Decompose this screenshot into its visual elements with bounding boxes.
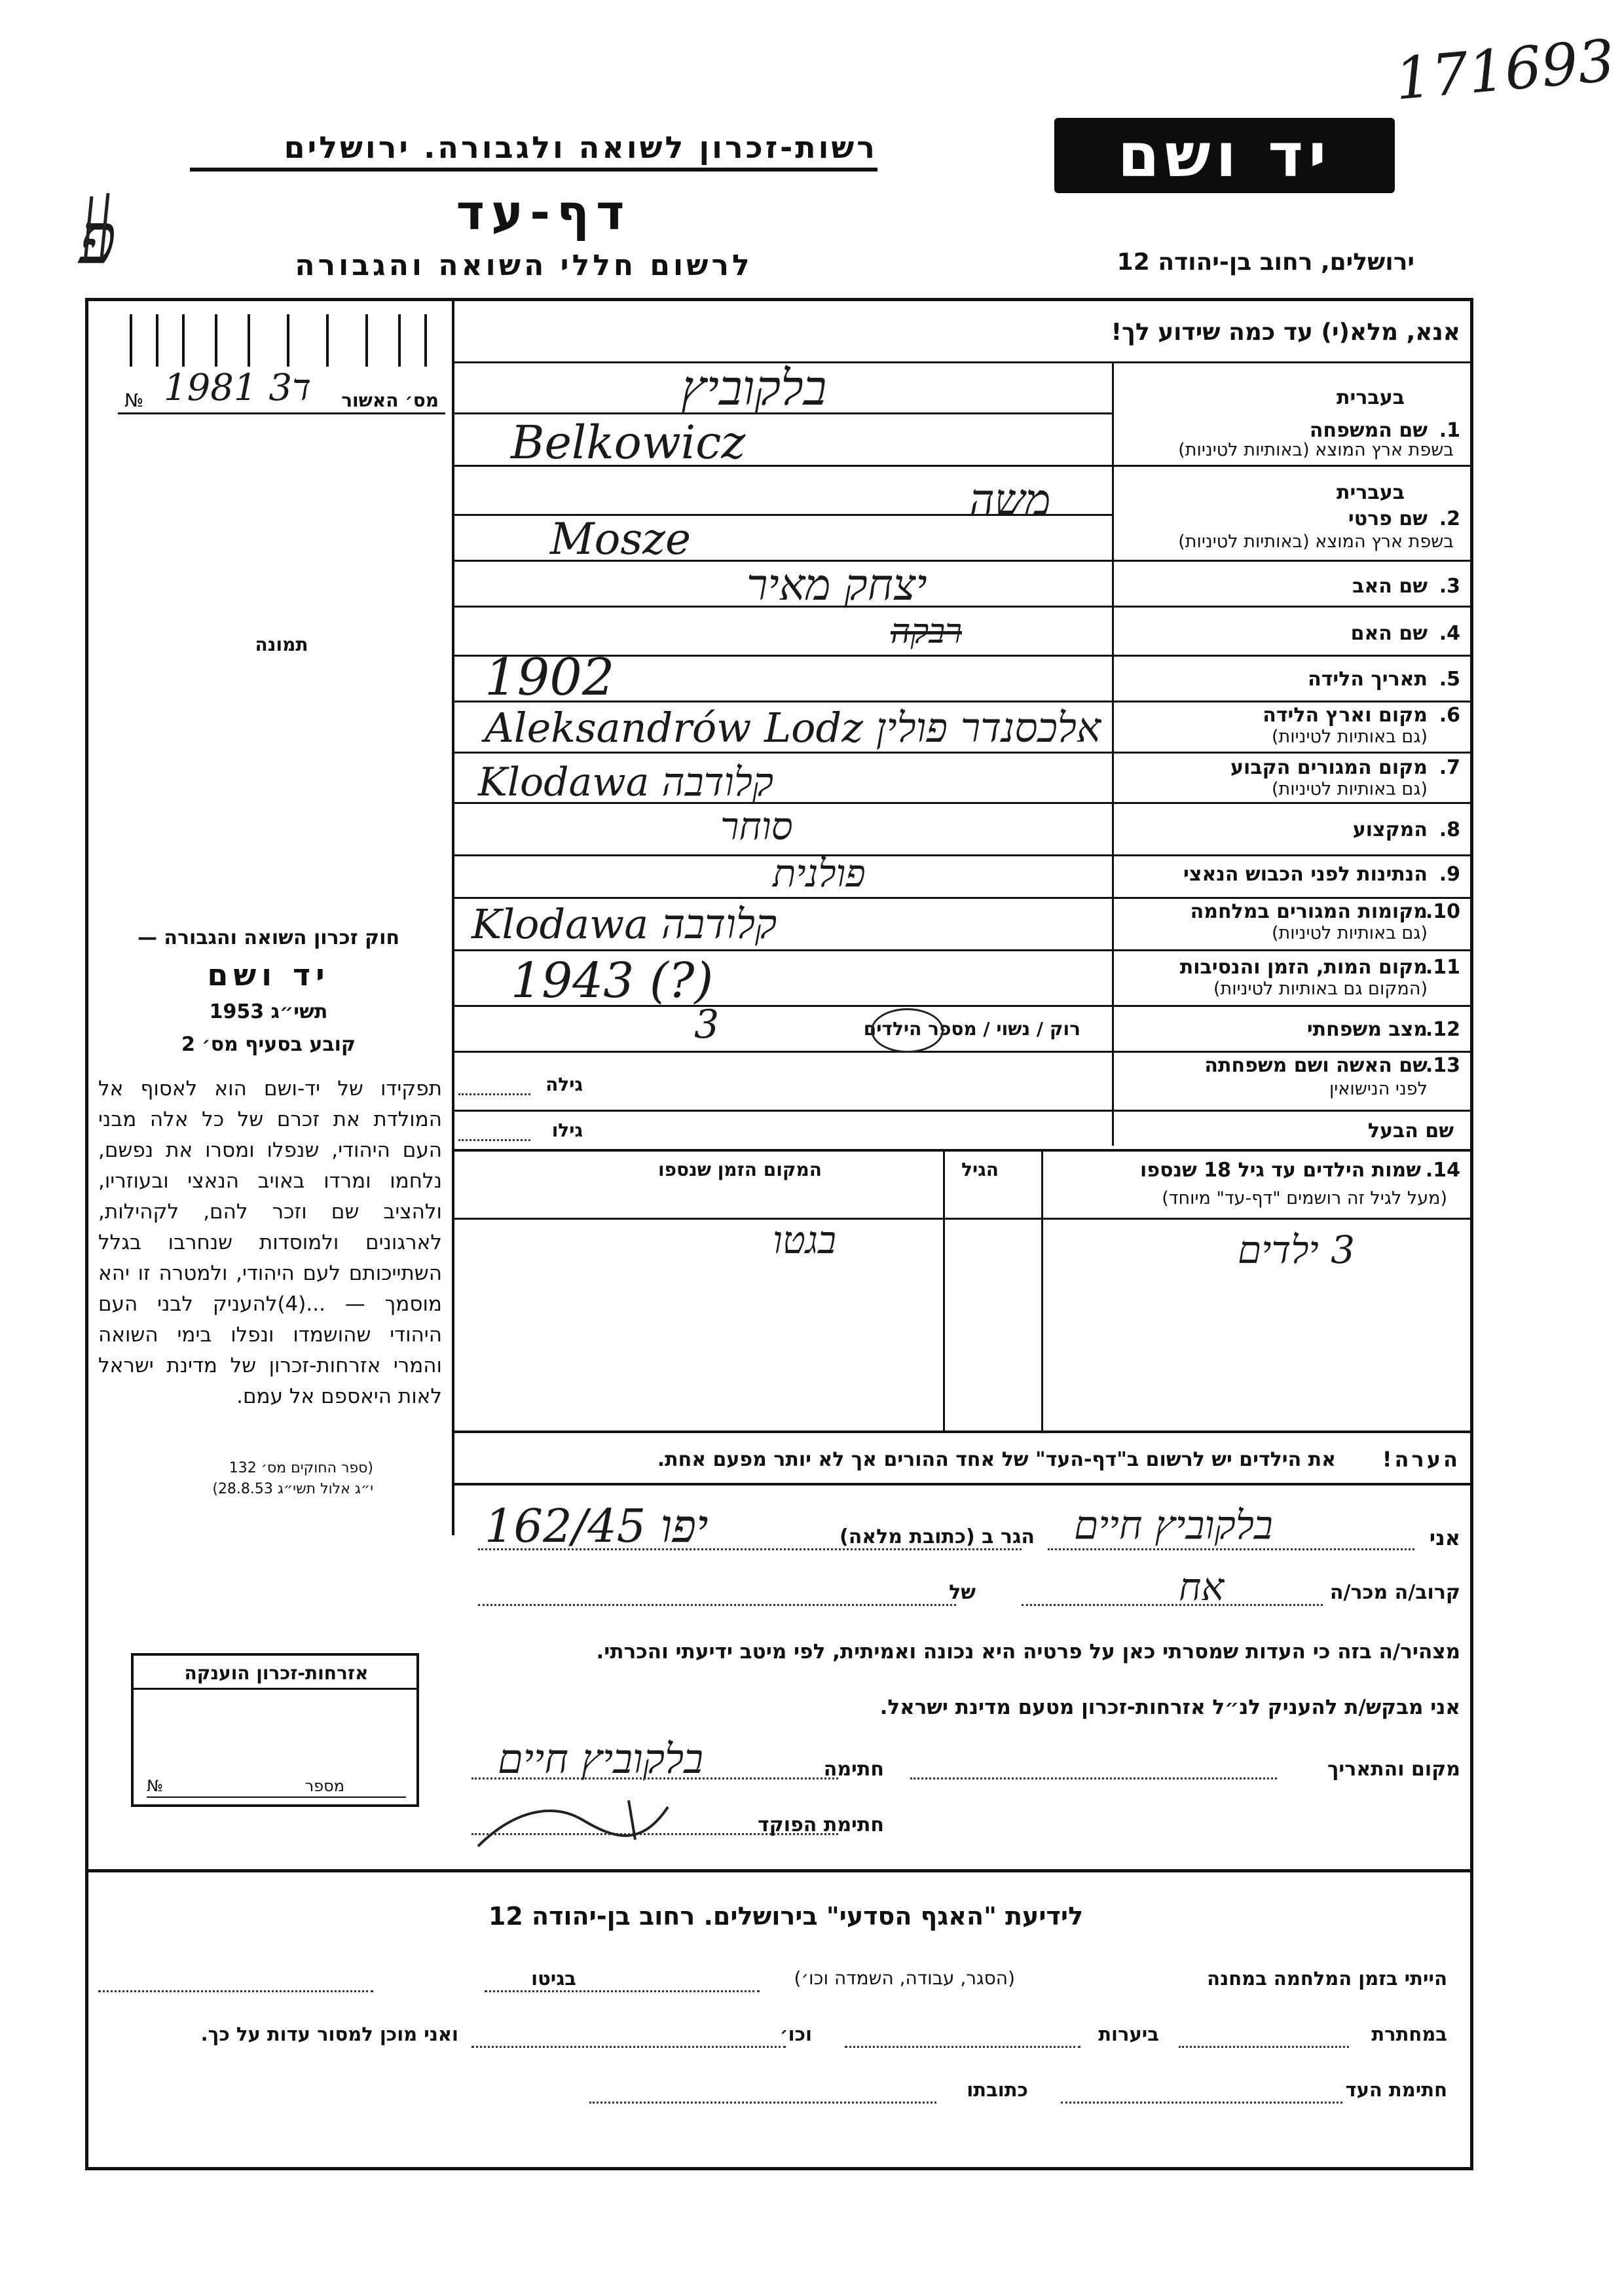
children-col-1 bbox=[943, 1149, 945, 1430]
row-line-10 bbox=[452, 949, 1473, 951]
field7-sub: (גם באותיות לטיניות) bbox=[1271, 779, 1428, 799]
children-sub: (מעל לגיל זה רושמים "דף-עד" מיוחד) bbox=[1162, 1188, 1447, 1209]
law-text: תפקידו של יד-ושם הוא לאסוף אל המולדת את זכרם של כל אלה מבני העם היהודי, שנפלו ומסרו את נפשם, נלחמו ומרדו באויב הנאצי ובעוזריו, ולהציב שם וזכר להם, לקהילות, לארגונים ולמוסדות שנחרבו בגלל השתייכותם לעם היהודי, ולמטרה זו יהא מוסמך — ...(4)להעניק לבני העם היהודי שהושמדו ונפלו בימי השואה והמרי אזרחות-זכרון של מדינת ישראל לאות היאספם אל עמם. bbox=[98, 1077, 442, 1408]
children-heading: שמות הילדים עד גיל 18 שנספו bbox=[1140, 1159, 1421, 1182]
form-subtitle: לרשום חללי השואה והגבורה bbox=[295, 249, 753, 282]
field6-number: 6. bbox=[1439, 704, 1460, 727]
field5-label: תאריך הלידה bbox=[1308, 668, 1428, 691]
field5-value[interactable]: 1902 bbox=[485, 648, 615, 707]
husband-age-dots bbox=[458, 1139, 530, 1141]
signature-label: חתימה bbox=[823, 1758, 884, 1781]
place-date-dots bbox=[910, 1777, 1277, 1779]
field11-label: מקום המות, הזמן והנסיבות bbox=[1179, 956, 1428, 979]
field9-value[interactable]: פולנית bbox=[773, 851, 866, 896]
field11-value[interactable]: 1943 (?) bbox=[511, 953, 714, 1009]
footer-line3-a: חתימת העד bbox=[1345, 2079, 1447, 2101]
law-source-1: (ספר החוקים מס׳ 132 bbox=[229, 1460, 373, 1476]
note-bottom-line bbox=[452, 1483, 1473, 1485]
labels-column-divider bbox=[1112, 363, 1114, 1146]
citizenship-box-underline bbox=[147, 1796, 406, 1798]
footer-line1-c: בגיטו bbox=[531, 1967, 576, 1990]
declarant-ani: אני bbox=[1429, 1525, 1460, 1550]
footer-line1-b: (הסגר, עבודה, השמדה וכו׳) bbox=[794, 1967, 1015, 1989]
footer-top-line bbox=[85, 1869, 1473, 1872]
field4-value[interactable]: רבקה bbox=[891, 612, 962, 651]
married-circle bbox=[871, 1008, 944, 1053]
field4-label: שם האם bbox=[1350, 622, 1428, 645]
declarant-relation-value[interactable]: אח bbox=[1179, 1565, 1225, 1609]
footer-line2-c: וכו׳ bbox=[779, 2023, 812, 2045]
field1-label: שם המשפחה bbox=[1309, 419, 1428, 442]
law-source-2: י״ג אלול תשי״ג 28.8.53) bbox=[212, 1481, 373, 1497]
logo-text: יד ושם bbox=[1117, 120, 1332, 191]
field1-sub: בשפת ארץ המוצא (באותיות לטיניות) bbox=[1178, 440, 1454, 460]
declarant-address-value[interactable]: יפו 162/45 bbox=[485, 1499, 709, 1553]
field11-number: 11. bbox=[1425, 956, 1460, 979]
footer-line2-dots-1 bbox=[1179, 2046, 1349, 2048]
field2-hebrew-tag: בעברית bbox=[1337, 481, 1405, 504]
field12-label: מצב משפחתי bbox=[1306, 1018, 1428, 1041]
cert-number-value: 1981 ד3 bbox=[164, 367, 311, 409]
field10-sub: (גם באותיות לטיניות) bbox=[1271, 923, 1428, 943]
row-line-3 bbox=[452, 606, 1473, 608]
field8-label: המקצוע bbox=[1352, 818, 1428, 841]
footer-line1-dots-2 bbox=[98, 1990, 373, 1992]
left-column-divider bbox=[452, 298, 454, 1535]
field13-number: 13. bbox=[1425, 1054, 1460, 1077]
field7-label: מקום המגורים הקבוע bbox=[1230, 756, 1428, 779]
field13-label: שם האשה ושם משפחתה bbox=[1204, 1054, 1428, 1077]
footer-title: לידיעת "האגף הסדעי" בירושלים. רחוב בן-יהודה 12 bbox=[488, 1902, 1084, 1931]
children-header-line bbox=[452, 1218, 1473, 1220]
footer-line1-a: הייתי בזמן המלחמה במחנה bbox=[1207, 1967, 1447, 1990]
cert-label: מס׳ האשור bbox=[341, 390, 439, 411]
field6-value[interactable]: Aleksandrów Lodz אלכסנדר פולין bbox=[485, 704, 1101, 752]
field7-value[interactable]: Klodawa קלודבה bbox=[478, 759, 774, 805]
field13-age-dots bbox=[458, 1093, 530, 1095]
field1-hebrew-tag: בעברית bbox=[1337, 386, 1405, 409]
field3-number: 3. bbox=[1439, 575, 1460, 598]
request-text: אני מבקש/ת להעניק לנ״ל אזרחות-זכרון מטעם מדינת ישראל. bbox=[879, 1696, 1460, 1719]
intro-row-line bbox=[452, 361, 1473, 363]
footer-line2-dots-2 bbox=[845, 2046, 1080, 2048]
field13-age-label: גילה bbox=[545, 1074, 583, 1095]
header-address: ירושלים, רחוב בן-יהודה 12 bbox=[1116, 249, 1414, 276]
law-year: תשי״ג 1953 bbox=[209, 1000, 328, 1023]
field2-sub: בשפת ארץ המוצא (באותיות לטיניות) bbox=[1178, 532, 1454, 552]
field3-label: שם האב bbox=[1352, 575, 1428, 598]
margin-mark: פ bbox=[79, 196, 117, 280]
field6-sub: (גם באותיות לטיניות) bbox=[1271, 727, 1428, 747]
official-signature-label: חתימת הפוקד bbox=[758, 1813, 884, 1836]
declarant-of-dots bbox=[478, 1604, 956, 1606]
field5-number: 5. bbox=[1439, 668, 1460, 691]
field11-sub: (המקום גם באותיות לטיניות) bbox=[1213, 979, 1428, 999]
declarant-of-label: של bbox=[949, 1581, 976, 1604]
row-line-13 bbox=[452, 1110, 1473, 1112]
footer-line1-dots bbox=[485, 1990, 760, 1992]
field1-value-latin[interactable]: Belkowicz bbox=[511, 416, 746, 469]
footer-line2-d: ואני מוכן למסור עדות על כך. bbox=[200, 2023, 458, 2045]
row-line-8 bbox=[452, 854, 1473, 856]
signature-value[interactable]: בלקוביץ חיים bbox=[498, 1735, 703, 1783]
children-place-col: המקום הזמן שנספו bbox=[657, 1159, 822, 1180]
field6-label: מקום וארץ הלידה bbox=[1263, 704, 1428, 727]
place-date-label: מקום והתאריך bbox=[1327, 1758, 1460, 1781]
law-name: יד ושם bbox=[207, 957, 330, 993]
field2-value-hebrew[interactable]: משה bbox=[969, 475, 1051, 525]
citizenship-box-title: אזרחות-זכרון הוענקה bbox=[134, 1662, 419, 1690]
field13-sub: לפני הנישואין bbox=[1329, 1079, 1428, 1099]
law-heading: חוק זכרון השואה והגבורה — bbox=[137, 926, 400, 949]
footer-line2-dots-3 bbox=[471, 2046, 786, 2048]
row-line-12 bbox=[452, 1051, 1473, 1053]
field2-number: 2. bbox=[1439, 507, 1460, 530]
row-line-9 bbox=[452, 897, 1473, 899]
husband-age-label: גילו bbox=[551, 1120, 583, 1141]
field4-number: 4. bbox=[1439, 622, 1460, 645]
photo-label: תמונה bbox=[255, 634, 308, 655]
field7-number: 7. bbox=[1439, 756, 1460, 779]
field1-value-hebrew[interactable]: בלקוביץ bbox=[681, 360, 827, 416]
citizenship-box-number-label: מספר bbox=[304, 1777, 344, 1795]
field8-value[interactable]: סוחר bbox=[720, 804, 793, 848]
children-place-value[interactable]: בגטו bbox=[773, 1218, 836, 1262]
field9-number: 9. bbox=[1439, 863, 1460, 886]
field1-number: 1. bbox=[1439, 419, 1460, 442]
footer-line3-dots-2 bbox=[589, 2102, 936, 2104]
cert-underline bbox=[118, 412, 445, 414]
declarant-name-dots bbox=[1048, 1548, 1414, 1550]
citizenship-box-no-symbol: № bbox=[147, 1777, 163, 1795]
declarant-relation-dots bbox=[1022, 1604, 1323, 1606]
field9-label: הנתינות לפני הכבוש הנאצי bbox=[1183, 863, 1428, 886]
field12-number: 12. bbox=[1425, 1018, 1460, 1041]
field12-value[interactable]: 3 bbox=[694, 1002, 720, 1048]
note-top-line bbox=[452, 1430, 1473, 1433]
field10-number: 10. bbox=[1425, 900, 1460, 923]
declaration-text: מצהיר/ה בזה כי העדות שמסרתי כאן על פרטיה היא נכונה ואמיתית, לפי מיטב ידיעתי והכרתי. bbox=[596, 1640, 1460, 1664]
barcode-strokes bbox=[118, 308, 445, 373]
margin-mark-strokes bbox=[72, 190, 177, 275]
children-name-value[interactable]: 3 ילדים bbox=[1238, 1228, 1356, 1272]
official-signature-scribble bbox=[471, 1787, 707, 1859]
authority-line: רשות-זכרון לשואה ולגבורה. ירושלים bbox=[190, 130, 877, 172]
children-number: 14. bbox=[1425, 1159, 1460, 1182]
footer-line3-b: כתובתו bbox=[967, 2079, 1028, 2101]
footer-line3-dots-1 bbox=[1061, 2102, 1342, 2104]
cert-no-symbol: № bbox=[124, 390, 144, 411]
citizenship-box bbox=[131, 1653, 419, 1807]
form-title: דף-עד bbox=[456, 185, 631, 241]
declarant-relation-label: קרוב/ה מכר/ה bbox=[1329, 1581, 1460, 1604]
field2-label: שם פרטי bbox=[1348, 507, 1428, 530]
note-label: הערה! bbox=[1382, 1447, 1460, 1472]
declarant-name-value[interactable]: בלקוביץ חיים bbox=[1074, 1503, 1273, 1548]
footer-line2-b: ביערות bbox=[1098, 2023, 1159, 2045]
field12-options: רוק / נשוי / מספר הילדים bbox=[863, 1018, 1080, 1040]
field10-value[interactable]: Klodawa קלודבה bbox=[471, 900, 777, 948]
field8-number: 8. bbox=[1439, 818, 1460, 841]
children-age-col: הגיל bbox=[961, 1159, 999, 1180]
declarant-resides-label: הגר ב (כתובת מלאה) bbox=[839, 1525, 1035, 1548]
note-text: את הילדים יש לרשום ב"דף-העד" של אחד ההורים אך לא יותר מפעם אחת. bbox=[657, 1448, 1336, 1471]
husband-label: שם הבעל bbox=[1367, 1120, 1454, 1142]
law-clause: קובע בסעיף מס׳ 2 bbox=[181, 1033, 356, 1056]
intro-text: אנא, מלא(י) עד כמה שידוע לך! bbox=[1111, 319, 1460, 346]
field10-label: מקומות המגורים במלחמה bbox=[1190, 900, 1428, 923]
reference-number: 171693 bbox=[1392, 26, 1617, 113]
children-top-line bbox=[452, 1149, 1473, 1152]
field2-value-latin[interactable]: Mosze bbox=[550, 514, 692, 564]
children-col-2 bbox=[1041, 1149, 1043, 1430]
field3-value[interactable]: יצחק מאיר bbox=[747, 560, 927, 610]
footer-line2-a: במחתרת bbox=[1371, 2023, 1447, 2045]
yad-vashem-logo bbox=[1054, 118, 1395, 193]
